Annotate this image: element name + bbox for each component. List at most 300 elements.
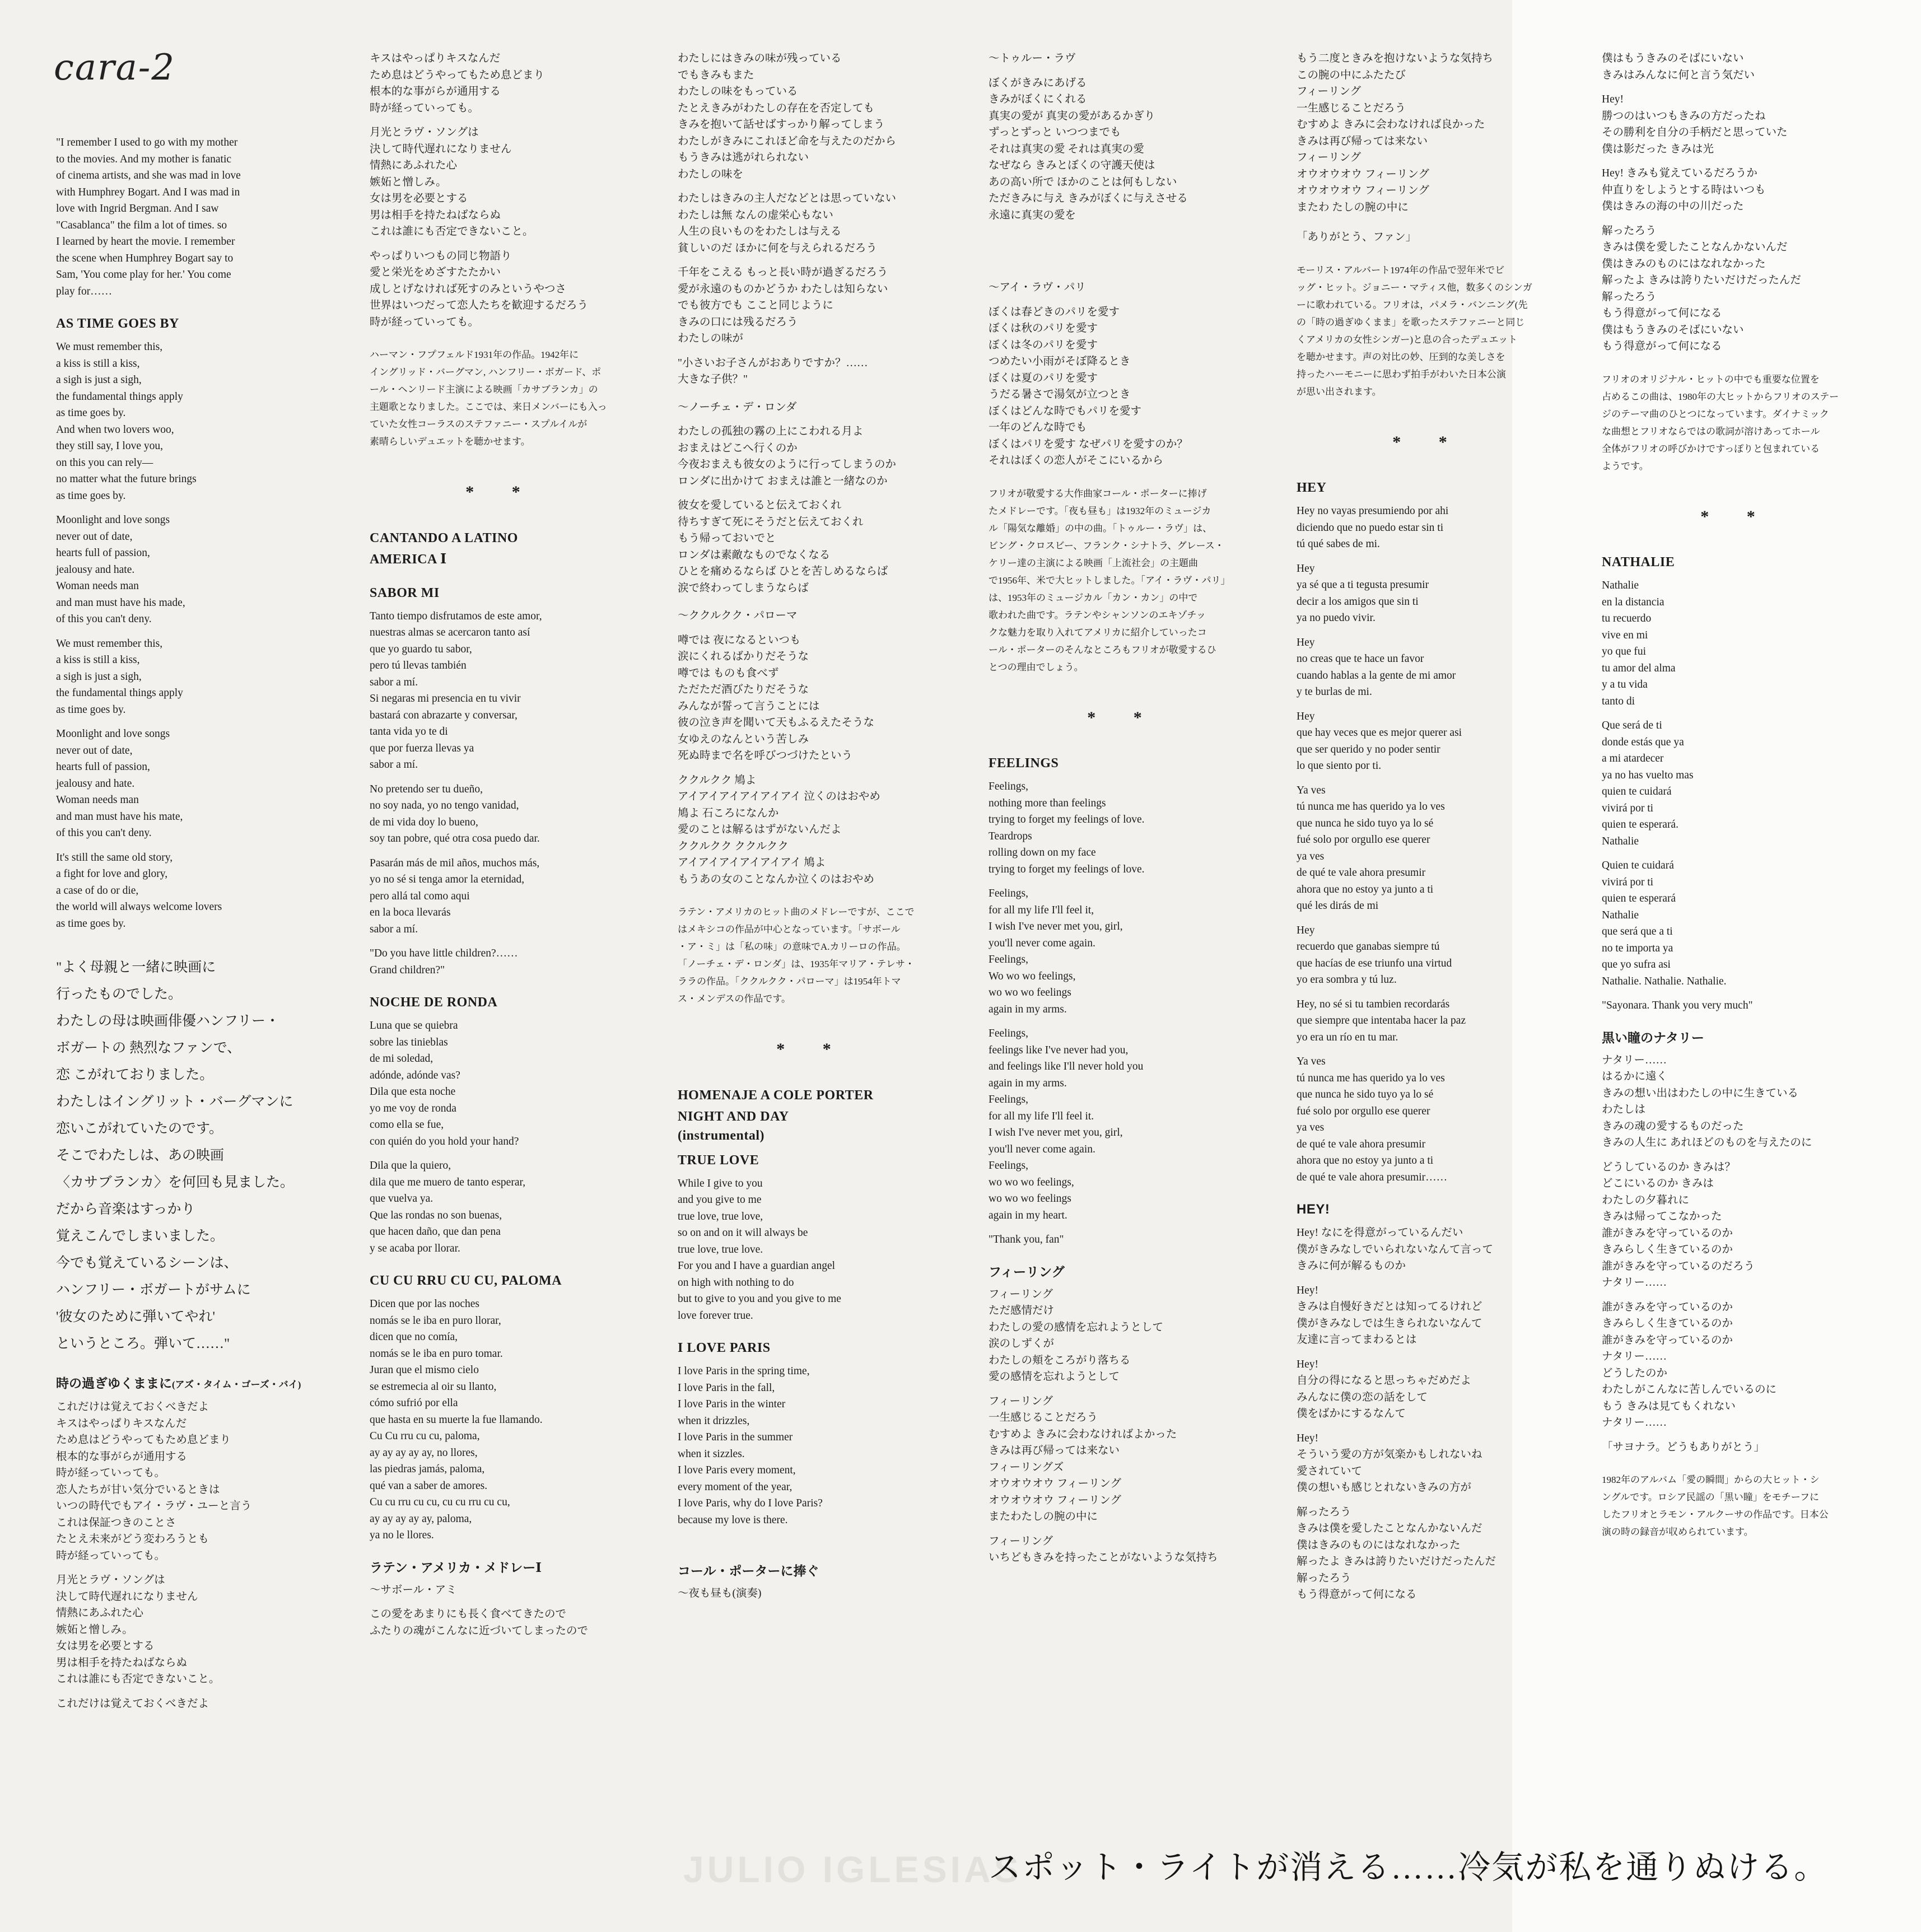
lyric-line: ロンダに出かけて おまえは誰と一緒なのか <box>678 475 888 487</box>
lyric-line: que ser querido y no poder sentir <box>1297 743 1440 755</box>
lyric-line: que nunca he sido tuyo ya lo sé <box>1297 1089 1434 1100</box>
lyric-line: cómo sufrió por ella <box>370 1397 458 1409</box>
lyric-line: and you give to me <box>678 1194 762 1206</box>
lyric-line: なぜなら きみとぼくの守護天使は <box>989 160 1155 171</box>
lyric-line: sobre las tinieblas <box>370 1036 448 1048</box>
text-line: ビング・クロスビー、フランク・シナトラ、グレース・ <box>989 540 1224 551</box>
text-line: したフリオとラモン・アルクーサの作品です。日本公 <box>1602 1509 1829 1520</box>
lyric-line: きみがぼくにくれる <box>989 94 1087 105</box>
lyric-line: because my love is there. <box>678 1514 788 1526</box>
lyric-line: when it drizzles, <box>678 1415 750 1427</box>
stanza <box>1297 634 1560 701</box>
lyric-line: わたしは無 なんの虚栄心もない <box>678 209 833 221</box>
lyric-line: the world will always welcome lovers <box>56 901 222 913</box>
lyric-line: true love, true love. <box>678 1243 763 1256</box>
jp-lyrics-paloma <box>678 632 946 888</box>
lyric-line: Cu cu rru cu cu, cu cu rru cu cu, <box>370 1496 510 1508</box>
lyric-line: ナタリー…… <box>1602 1054 1667 1066</box>
lyric-line: of this you can't deny. <box>56 827 152 839</box>
lyric-line: Tanto tiempo disfrutamos de este amor, <box>370 610 542 622</box>
stanza <box>678 50 946 183</box>
text-line: 全体がフリオの呼びかけですっぽりと包まれている <box>1602 443 1820 454</box>
lyric-line: ククルクク 鳩よ <box>678 774 757 786</box>
lyric-line: adónde, adónde vas? <box>370 1069 460 1081</box>
lyric-line: y a tu vida <box>1602 679 1648 690</box>
column-5 <box>1297 50 1560 1611</box>
lyric-line: 噂では ものも食べず <box>678 667 779 679</box>
lyric-line: 解ったろう <box>1602 225 1657 237</box>
lyric-line: pero tú llevas también <box>370 660 467 671</box>
lyric-line: fué solo por orgullo ese querer <box>1297 834 1430 846</box>
lyric-line: a case of do or die, <box>56 884 139 897</box>
stanza <box>1602 1299 1871 1431</box>
lyric-line: 僕はきみの海の中の川だった <box>1602 200 1744 212</box>
stanza <box>1297 1504 1560 1603</box>
lyric-line: 「サヨナラ。どうもありがとう」 <box>1602 1441 1765 1453</box>
lyric-line: en la boca llevarás <box>370 907 451 918</box>
lyric-line: While I give to you <box>678 1177 763 1189</box>
lyric-line: きみの想い出はわたしの中に生きている <box>1602 1087 1799 1099</box>
lyric-line: ため息はどうやってもため息どまり <box>56 1434 231 1446</box>
lyric-line: que siempre que intentaba hacer la paz <box>1297 1015 1466 1026</box>
jp-lyrics-sabor-cont <box>678 50 946 388</box>
text-line: ジのテーマ曲のひとつになっています。ダイナミック <box>1602 408 1829 419</box>
lyric-line: 決して時代遅れになりません <box>370 143 512 155</box>
stanza <box>1297 1282 1560 1348</box>
text-line: ララの作品。「ククルクク・パローマ」は1954年トマ <box>678 976 901 987</box>
lyric-line: 世界はいつだって恋人たちを歓迎するだろう <box>370 300 589 311</box>
lyric-line: みんなに僕の恋の話をして <box>1297 1391 1428 1403</box>
lyric-line: きみは僕を愛したことなんかないんだ <box>1297 1523 1482 1534</box>
lyric-line: qué van a saber de amores. <box>370 1480 488 1492</box>
jp-lyrics-feelings-cont <box>1297 50 1560 216</box>
lyric-line: de mi vida doy lo bueno, <box>370 816 478 828</box>
lyric-line: the fundamental things apply <box>56 687 183 699</box>
lyric-line: わたしの頬をころがり落ちる <box>989 1354 1131 1366</box>
lyric-line: 愛が永遠のものかどうか わたしは知らない <box>678 283 888 295</box>
lyric-line: hearts full of passion, <box>56 547 150 559</box>
lyric-line: como ella se fue, <box>370 1119 444 1131</box>
lyric-line: a kiss is still a kiss, <box>56 357 140 370</box>
lyric-line: a kiss is still a kiss, <box>56 654 140 666</box>
lyrics-noche-de-ronda <box>370 1018 633 1257</box>
lyric-line: again in my arms. <box>989 1003 1067 1015</box>
lyric-line: no te importa ya <box>1602 942 1673 954</box>
lyric-line: trying to forget my feelings of love. <box>989 814 1145 825</box>
jp-song-title-time <box>56 1374 319 1394</box>
stanza <box>56 850 319 932</box>
stanza <box>1602 223 1871 355</box>
lyric-line: 仲直りをしようとする時はいつも <box>1602 184 1766 196</box>
lyric-line: vivirá por ti <box>1602 802 1654 814</box>
stanza <box>989 1231 1257 1248</box>
lyric-line: ぼくは冬のパリを愛す <box>989 339 1098 351</box>
lyric-line: I love Paris in the fall, <box>678 1382 775 1394</box>
lyric-line: No pretendo ser tu dueño, <box>370 783 483 795</box>
lyric-line: わたしにはきみの味が残っている <box>678 53 842 64</box>
stanza <box>678 497 946 596</box>
lyric-line: Hey! <box>1297 1432 1318 1444</box>
text-line: ス・メンデスの作品です。 <box>678 993 791 1004</box>
lyric-line: never out of date, <box>56 744 133 757</box>
lyric-line: no creas que te hace un favor <box>1297 653 1424 665</box>
lyric-line: 涙にくれるばかりだそうな <box>678 651 809 662</box>
text-line: この愛をあまりにも長く食べてきたので <box>370 1608 567 1620</box>
lyric-line: ya sé que a ti tegusta presumir <box>1297 579 1429 591</box>
lyric-line: ahora que no estoy ya junto a ti <box>1297 1155 1434 1166</box>
lyric-line: でもきみもまた <box>678 69 754 81</box>
lyric-line: 涙で終わってしまうならば <box>678 582 809 594</box>
text-line: of cinema artists, and she was mad in love <box>56 170 241 181</box>
song-title-sabor-mi: SABOR MI <box>370 585 440 600</box>
medley-title-line2: AMERICA Ⅰ <box>370 552 447 567</box>
lyric-line: やっぱりいつもの同じ物語り <box>370 250 512 262</box>
text-line: 覚えこんでしまいました。 <box>56 1229 225 1244</box>
lyric-line: きみは再び帰っては来ない <box>1297 135 1428 147</box>
lyric-line: nomás se le iba en puro tomar. <box>370 1347 503 1360</box>
jp-intro-quote <box>56 954 319 1357</box>
lyric-line: Ya ves <box>1297 784 1326 796</box>
stanza <box>678 1363 946 1528</box>
stanza <box>56 339 319 504</box>
column-1 <box>56 134 319 1720</box>
lyrics-sabor-mi <box>370 608 633 979</box>
lyric-line: 大きな子供？" <box>678 374 748 385</box>
lyric-line: 嫉妬と憎しみ。 <box>56 1623 133 1636</box>
section-logo: cara-2 <box>54 47 176 88</box>
text-line: イングリッド・バーグマン, ハンフリー・ボガード、ポ <box>370 367 602 377</box>
column-2 <box>370 50 633 1647</box>
lyric-line: yo era sombra y tú luz. <box>1297 974 1397 986</box>
lyric-line: ya no le llores. <box>370 1529 434 1541</box>
lyric-line: diciendo que no puedo estar sin ti <box>1297 521 1444 534</box>
stanza <box>678 423 946 489</box>
lyric-line: nuestras almas se acercaron tanto así <box>370 627 530 638</box>
lyric-line: 死ぬ時まで名を呼びつづけたという <box>678 750 853 762</box>
stanza <box>1602 717 1871 850</box>
stanza <box>56 636 319 718</box>
lyric-line: 誰がきみを守っているのか <box>1602 1301 1733 1313</box>
lyric-line: 恋人たちが甘い気分でいるときは <box>56 1483 220 1496</box>
show-through-text: JULIO IGLESIAS <box>683 1849 1022 1890</box>
text-line: ール・ヘンリード主演による映画「カサブランカ」の <box>370 384 598 395</box>
text-line: な曲想とフリオならではの歌詞が溶けあってホール <box>1602 426 1820 437</box>
lyric-line: Dicen que por las noches <box>370 1298 480 1310</box>
lyric-line: and man must have his made, <box>56 596 185 609</box>
lyric-line: Hey <box>1297 710 1315 722</box>
jp-sub-noche: ～ノーチェ・デ・ロンダ <box>678 401 797 413</box>
lyric-line: むすめよ きみに会わなければよかった <box>989 1428 1177 1440</box>
song-subtitle-instrumental: (instrumental) <box>678 1128 764 1143</box>
text-line: "Casablanca" the film a lot of times. so <box>56 219 227 231</box>
lyric-line: あの高い所で ほかのことは何もしない <box>989 176 1177 188</box>
lyric-line: Juran que el mismo cielo <box>370 1364 479 1376</box>
lyric-line: I love Paris every moment, <box>678 1464 796 1476</box>
lyric-line: Quien te cuidará <box>1602 860 1674 871</box>
lyric-line: you'll never come again. <box>989 1143 1095 1155</box>
lyric-line: Hey! <box>1602 94 1624 105</box>
lyric-line: きみらしく生きているのか <box>1602 1318 1733 1329</box>
lyric-line: Teardrops <box>989 830 1032 842</box>
lyric-line: on high with nothing to do <box>678 1276 794 1289</box>
lyric-line: qué les dirás de mi <box>1297 900 1379 912</box>
text-line: ール・ポーターのそんなところもフリオが敬愛するひ <box>989 644 1216 655</box>
jp-sub-paloma: ～ククルクク・パローマ <box>678 610 798 622</box>
lyric-line: as time goes by. <box>56 703 126 716</box>
lyric-line: 一生感じることだろう <box>989 1412 1098 1424</box>
lyric-line: ひとを痛めるならば ひとを苦しめるならば <box>678 566 888 577</box>
text-line: モーリス・アルバート1974年の作品で翌年米でビ <box>1297 264 1505 276</box>
stanza <box>989 75 1257 224</box>
lyric-line: 一生感じることだろう <box>1297 102 1406 114</box>
jp-cole-sub: ～夜も昼も(演奏) <box>678 1588 762 1599</box>
lyric-line: que yo guardo tu sabor, <box>370 643 472 655</box>
lyric-line: 誰がきみを守っているのか <box>1602 1227 1733 1239</box>
lyric-line: 女は男を必要とする <box>56 1640 155 1652</box>
lyric-line: これは誰にも否定できないこと。 <box>56 1673 220 1685</box>
lyric-line: わたしの孤独の霧の上にこわれる月よ <box>678 426 864 437</box>
lyric-line: I love Paris in the summer <box>678 1431 793 1443</box>
lyric-line: sabor a mí. <box>370 759 418 771</box>
lyric-line: 僕はきみのものにはなれなかった <box>1602 258 1766 270</box>
lyric-line: again in my arms. <box>989 1077 1067 1089</box>
note-as-time-goes-by <box>370 346 633 450</box>
jp-lyrics-noche <box>678 423 946 596</box>
lyric-line: いちどもきみを持ったことがないような気持ち <box>989 1552 1218 1564</box>
text-line: フリオが敬愛する大作曲家コール・ポーターに捧げ <box>989 488 1207 499</box>
lyric-line: y te burlas de mi. <box>1297 686 1372 698</box>
column-6 <box>1602 50 1871 1548</box>
lyric-line: yo era un río en tu mar. <box>1297 1031 1398 1043</box>
text-line: ボガートの 熱烈なファンで、 <box>56 1040 241 1056</box>
jp-sub-true-love: ～トゥルー・ラヴ <box>989 53 1076 64</box>
lyric-line: rolling down on my face <box>989 847 1096 858</box>
lyric-line: 自分の得になると思っちゃだめだよ <box>1297 1375 1472 1387</box>
song-title-nathalie: NATHALIE <box>1602 555 1675 570</box>
lyric-line: I love Paris in the spring time, <box>678 1365 810 1377</box>
text-line: はメキシコの作品が中心となっています。「サボール <box>678 924 901 935</box>
lyric-line: tanta vida yo te di <box>370 726 448 738</box>
text-line: I learned by heart the movie. I remember <box>56 236 235 248</box>
stanza <box>370 1018 633 1150</box>
text-line: だから音楽はすっかり <box>56 1202 195 1217</box>
lyric-line: 解ったろう <box>1602 291 1657 303</box>
lyric-line: 時が経っていっても。 <box>56 1550 166 1562</box>
stanza <box>1297 503 1560 553</box>
text-line: '彼女のために弾いてやれ' <box>56 1309 216 1324</box>
text-line: で1956年、米で大ヒットしました。「アイ・ラヴ・パリ」 <box>989 575 1230 586</box>
jp-medley-title: ラテン・アメリカ・メドレーⅠ <box>370 1560 542 1575</box>
lyric-line: It's still the same old story, <box>56 851 173 864</box>
lyric-line: que hacías de ese triunfo una virtud <box>1297 957 1452 969</box>
lyric-line: wo wo wo feelings <box>989 987 1071 998</box>
lyric-line: que nunca he sido tuyo ya lo sé <box>1297 817 1434 829</box>
lyric-line: もうきみは逃がれられない <box>678 152 809 164</box>
note-cole-porter <box>989 485 1257 676</box>
lyric-line: soy tan pobre, qué otra cosa puedo dar. <box>370 833 540 844</box>
lyric-line: フィーリング <box>989 1395 1053 1407</box>
lyric-line: これは保証つきのことさ <box>56 1516 176 1529</box>
stanza <box>1297 1225 1560 1275</box>
text-line: 持ったハーモニーに思わず拍手がわいた日本公演 <box>1297 368 1506 380</box>
text-line: ングルです。ロシア民謡の「黒い瞳」をモチーフに <box>1602 1492 1819 1502</box>
lyric-line: Feelings, <box>989 954 1028 965</box>
lyric-line: 解ったろう <box>1297 1572 1351 1584</box>
stanza <box>1297 996 1560 1046</box>
jp-lyrics-i-love-paris <box>989 304 1257 469</box>
text-line: the scene when Humphrey Bogart say to <box>56 252 234 264</box>
lyric-line: ぼくがきみにあげる <box>989 77 1087 89</box>
lyric-line: はるかに遠く <box>1602 1071 1668 1082</box>
lyric-line: ya ves <box>1297 1122 1325 1133</box>
text-line: クな魅力を取り入れてアメリカに紹介していったコ <box>989 627 1207 638</box>
lyric-line: dicen que no comía, <box>370 1331 458 1343</box>
lyric-line: わたしの味を <box>678 168 744 180</box>
lyric-line: 噂では 夜になるといつも <box>678 634 801 646</box>
lyric-line: de qué te vale ahora presumir <box>1297 1138 1426 1150</box>
text-line: 素晴らしいデュエットを聴かせます。 <box>370 436 530 447</box>
lyric-line: キスはやっぱりキスなんだ <box>56 1417 187 1430</box>
lyric-line: las piedras jamás, paloma, <box>370 1463 485 1475</box>
lyric-line: たとえ未来がどう変わろうとも <box>56 1533 209 1545</box>
lyric-line: 永遠に真実の愛を <box>989 209 1076 221</box>
lyric-line: ナタリー…… <box>1602 1351 1667 1362</box>
lyric-line: いつの時代でもアイ・ラヴ・ユーと言う <box>56 1500 252 1512</box>
medley-title-line1: CANTANDO A LATINO <box>370 530 518 545</box>
lyric-line: もう帰っておいでと <box>678 533 776 544</box>
text-line: 恋 こがれておりました。 <box>56 1067 214 1082</box>
lyric-line: Luna que se quiebra <box>370 1020 458 1032</box>
text-line: with Humphrey Bogart. And I was mad in <box>56 186 240 198</box>
lyric-line: 誰がきみを守っているのか <box>1602 1334 1733 1346</box>
lyric-line: 月光とラヴ・ソングは <box>370 127 479 138</box>
lyric-line: ya no has vuelto mas <box>1602 769 1694 781</box>
text-line: を聴かせます。声の対比の妙、圧到的な美しさを <box>1297 351 1505 362</box>
lyric-line: きみは僕を愛したことなんかないんだ <box>1602 241 1788 253</box>
stanza <box>989 885 1257 1018</box>
lyric-line: as time goes by. <box>56 917 126 930</box>
lyric-line: "Thank you, fan" <box>989 1234 1064 1245</box>
lyric-line: 女は男を必要とする <box>370 193 468 204</box>
lyric-line: Moonlight and love songs <box>56 514 170 526</box>
text-line: "I remember I used to go with my mother <box>56 137 238 148</box>
song-title-as-time-goes-by: AS TIME GOES BY <box>56 316 179 331</box>
footer-banner-text: スポット・ライトが消える……冷気が私を通りぬける。 <box>989 1849 1828 1886</box>
song-title-hey: HEY <box>1297 480 1327 495</box>
stanza <box>370 124 633 240</box>
lyric-line: que por fuerza llevas ya <box>370 742 474 754</box>
stanza <box>1297 1430 1560 1496</box>
lyric-line: recuerdo que ganabas siempre tú <box>1297 941 1440 953</box>
lyric-line: Ya ves <box>1297 1056 1326 1067</box>
lyric-line: tú qué sabes de mi. <box>1297 538 1380 550</box>
song-title-feelings: FEELINGS <box>989 756 1059 771</box>
lyric-line: true love, true love, <box>678 1210 763 1222</box>
lyric-line: 千年をこえる もっと長い時が過ぎるだろう <box>678 267 888 278</box>
stanza <box>56 512 319 628</box>
lyric-line: 解ったよ きみは誇りたいだけだったんだ <box>1297 1556 1496 1567</box>
lyric-line: Cu Cu rru cu cu, paloma, <box>370 1430 480 1442</box>
lyric-line: the fundamental things apply <box>56 390 183 403</box>
lyric-line: オウオウオウ フィーリング <box>1297 185 1429 197</box>
lyric-line: love forever true. <box>678 1309 753 1322</box>
lyric-line: a mi atardecer <box>1602 753 1664 764</box>
lyric-line: ぼくは秋のパリを愛す <box>989 323 1098 334</box>
lyric-line: Pasarán más de mil años, muchos más, <box>370 857 540 869</box>
lyric-line: わたしがこんなに苦しんでいるのに <box>1602 1384 1777 1396</box>
lyric-line: 僕はもうきみのそばにいない <box>1602 324 1744 336</box>
lyric-line: わたしがきみにこれほど命を与えたのだから <box>678 135 897 147</box>
lyric-line: 月光とラヴ・ソングは <box>56 1574 165 1586</box>
lyric-line: 決して時代遅れになりません <box>56 1590 198 1603</box>
text-line: ようです。 <box>1602 460 1649 472</box>
text-line: ハーマン・フプフェルド1931年の作品。1942年に <box>370 349 579 360</box>
lyric-line: 成しとげなければ死すのみというやつさ <box>370 283 567 295</box>
lyric-line: Nathalie <box>1602 835 1639 847</box>
stanza <box>1297 782 1560 914</box>
lyric-line: and feelings like I'll never hold you <box>989 1061 1144 1072</box>
lyric-line: 誰がきみを守っているのだろう <box>1602 1260 1755 1272</box>
lyric-line: Woman needs man <box>56 580 139 592</box>
lyric-line: for all my life I'll feel it. <box>989 1110 1094 1122</box>
lyric-line: これだけは覚えておくべきだよ <box>56 1401 209 1413</box>
lyric-line: 時が経っていっても。 <box>370 316 479 328</box>
lyric-line: 愛のことは解るはずがないんだよ <box>678 824 842 836</box>
text-line: ル「陽気な離婚」の中の曲。「トゥルー・ラヴ」は、 <box>989 522 1213 534</box>
stanza <box>1297 708 1560 774</box>
lyric-line: sabor a mí. <box>370 676 418 688</box>
stanza <box>370 608 633 773</box>
lyric-line: 僕がきみなしでいられないなんて言って <box>1297 1243 1494 1256</box>
lyric-line: フィーリング <box>1297 152 1362 164</box>
jp-lyrics-true-love <box>989 75 1257 224</box>
section-divider: * * <box>776 1040 848 1058</box>
stanza <box>56 1696 319 1712</box>
lyric-line: 嫉妬と憎しみ。 <box>370 176 447 188</box>
lyric-line: again in my heart. <box>989 1209 1067 1221</box>
text-line: 1982年のアルバム「愛の瞬間」からの大ヒット・シ <box>1602 1474 1820 1485</box>
lyric-line: 解ったよ きみは誇りたいだけだったんだ <box>1602 274 1801 286</box>
lyric-line: nomás se le iba en puro llorar, <box>370 1314 501 1327</box>
stanza <box>1602 91 1871 157</box>
lyric-line: you'll never come again. <box>989 937 1095 949</box>
stanza <box>678 264 946 347</box>
stanza <box>370 945 633 978</box>
lyric-line: またわたしの腕の中に <box>989 1511 1098 1523</box>
lyric-line: ahora que no estoy ya junto a ti <box>1297 883 1434 895</box>
stanza <box>1297 922 1560 988</box>
lyric-line: We must remember this, <box>56 341 163 353</box>
lyric-line: きみらしく生きているのか <box>1602 1244 1733 1256</box>
stanza <box>1602 165 1871 215</box>
lyric-line: y se acaba por llorar. <box>370 1242 460 1254</box>
lyric-line: もう得意がって何になる <box>1602 340 1722 352</box>
text-line: というところ。弾いて……" <box>56 1336 230 1351</box>
lyric-line: つめたい小雨がそぼ降るとき <box>989 356 1131 367</box>
lyric-line: I love Paris in the winter <box>678 1398 786 1410</box>
lyric-line: jealousy and hate. <box>56 777 135 790</box>
text-line: が思い出されます。 <box>1297 386 1382 397</box>
stanza <box>989 778 1257 878</box>
lyric-line: きみを抱いて話せばすっかり解ってしまう <box>678 119 885 130</box>
lyric-line: きみはみんなに何と言う気だい <box>1602 69 1755 81</box>
lyric-line: dila que me muero de tanto esperar, <box>370 1176 526 1188</box>
song-title-cucurrucucu: CU CU RRU CU CU, PALOMA <box>370 1273 562 1288</box>
lyric-line: as time goes by. <box>56 407 126 419</box>
stanza <box>989 1286 1257 1385</box>
lyric-line: Hey! <box>1297 1358 1318 1370</box>
text-line: 〈カサブランカ〉を何回も見ました。 <box>56 1175 295 1190</box>
